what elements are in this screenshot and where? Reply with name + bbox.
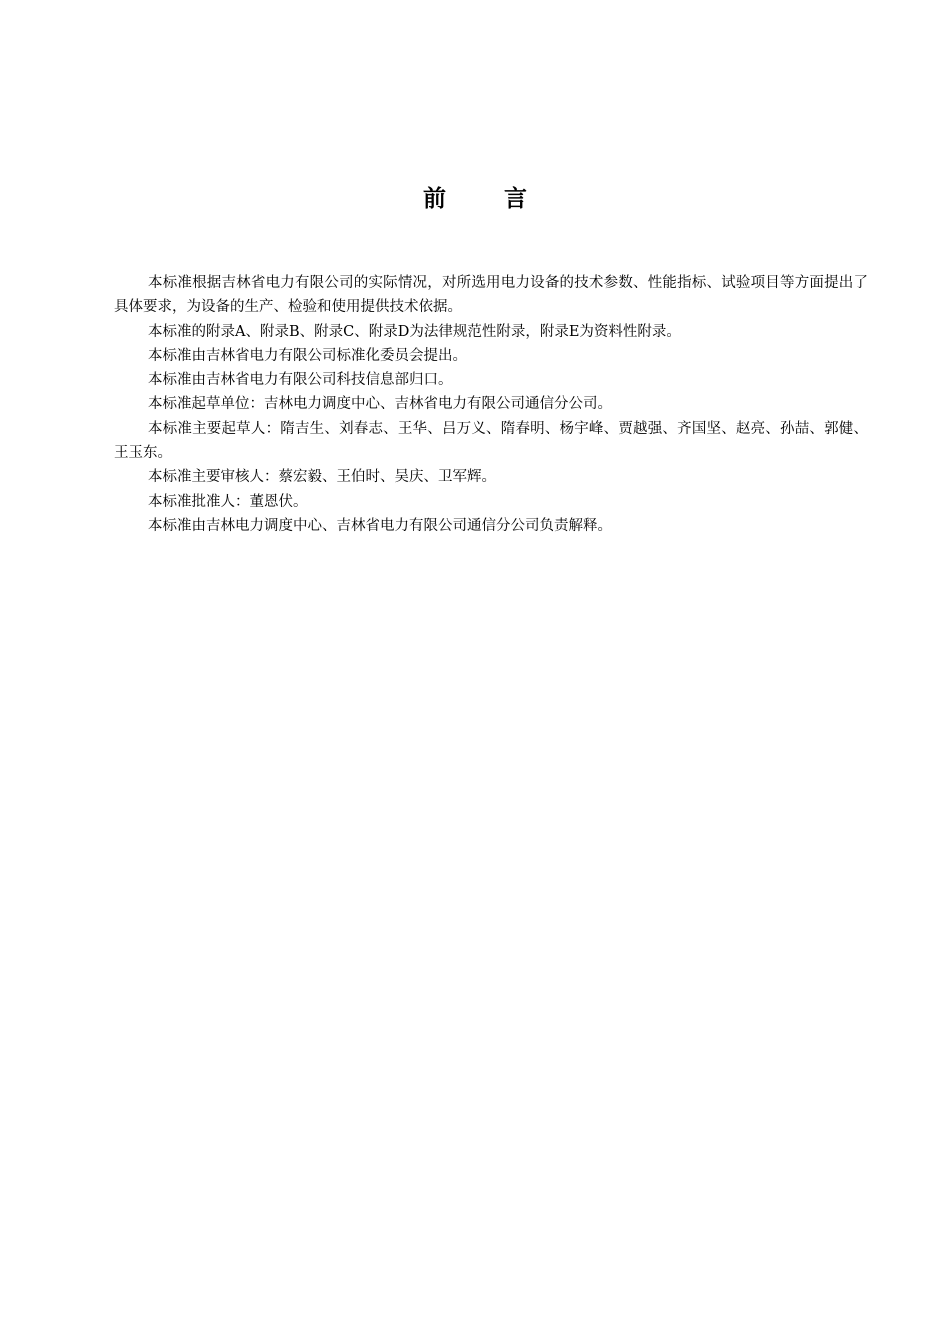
paragraph-drafters: 本标准主要起草人：隋吉生、刘春志、王华、吕万义、隋春明、杨宇峰、贾越强、齐国坚、赵亮、孙喆、郭健、王玉东。 <box>114 420 868 462</box>
title-char-2: 言 <box>504 186 527 212</box>
title-char-1: 前 <box>423 186 446 212</box>
page-title <box>0 182 950 216</box>
preface-body <box>114 271 868 538</box>
paragraph-proposer: 本标准由吉林省电力有限公司标准化委员会提出。 <box>148 347 467 364</box>
paragraph-approver: 本标准批准人：董恩伏。 <box>148 493 308 510</box>
paragraph-drafting-units: 本标准起草单位：吉林电力调度中心、吉林省电力有限公司通信分公司。 <box>148 396 612 413</box>
paragraph-purpose: 本标准根据吉林省电力有限公司的实际情况，对所选用电力设备的技术参数、性能指标、试验项目等方面提出了具体要求，为设备的生产、检验和使用提供技术依据。 <box>114 275 868 316</box>
paragraph-administrator: 本标准由吉林省电力有限公司科技信息部归口。 <box>148 372 453 389</box>
paragraph-interpretation: 本标准由吉林电力调度中心、吉林省电力有限公司通信分公司负责解释。 <box>148 517 612 534</box>
paragraph-appendices: 本标准的附录A、附录B、附录C、附录D为法律规范性附录，附录E为资料性附录。 <box>148 323 681 340</box>
paragraph-reviewers: 本标准主要审核人：蔡宏毅、王伯时、吴庆、卫军辉。 <box>148 469 496 486</box>
